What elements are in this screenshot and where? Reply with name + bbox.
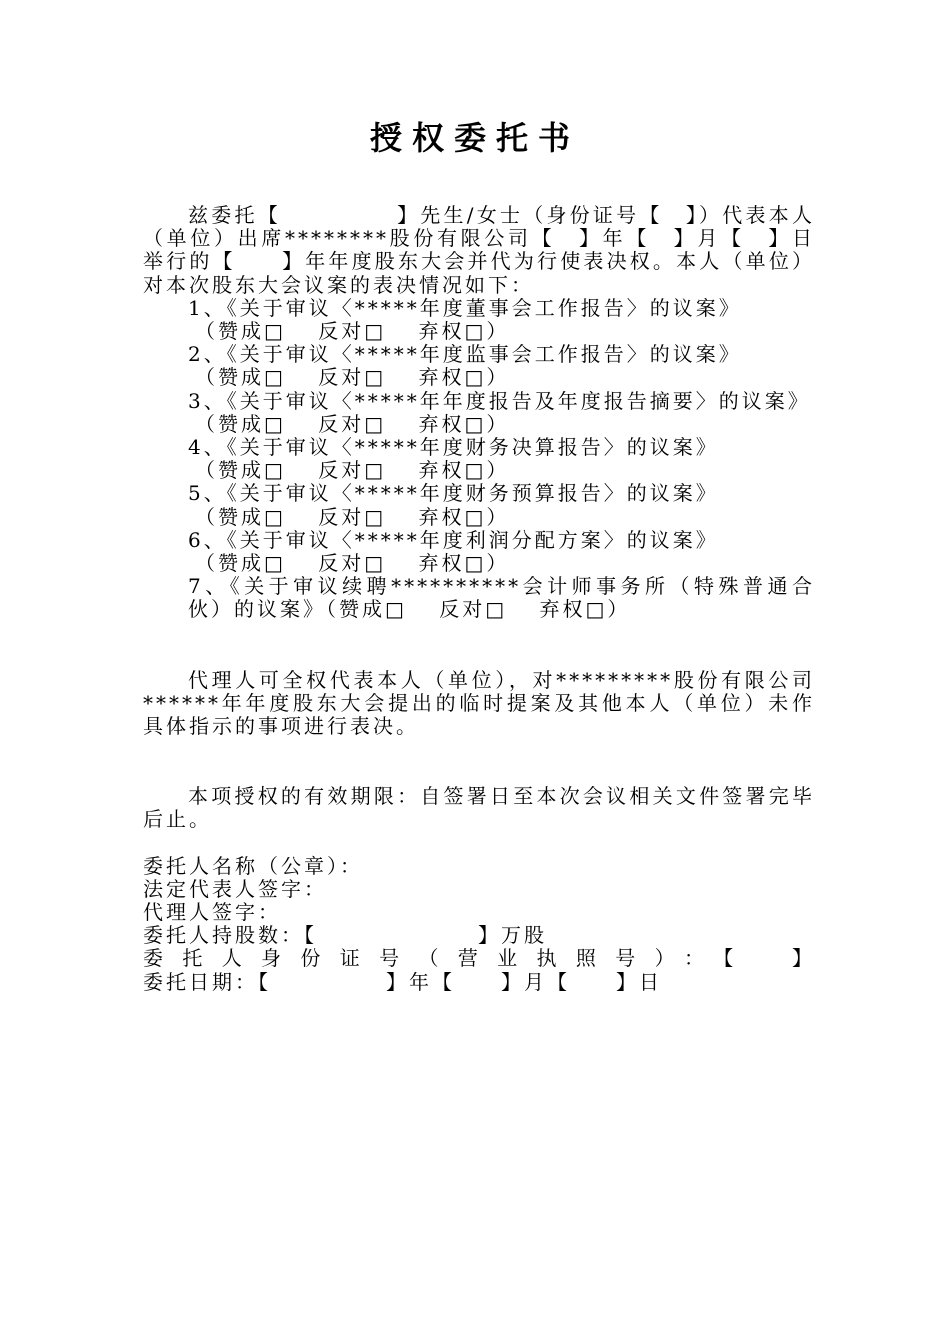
agent-sign-line: 代理人签字： — [143, 900, 281, 925]
id-line — [143, 947, 815, 970]
vote-options: （赞成□ 反对□ 弃权□） — [195, 365, 510, 390]
document-title: 授权委托书 — [369, 119, 580, 157]
agenda-item-1 — [143, 297, 815, 343]
vote-options: （赞成□ 反对□ 弃权□） — [195, 458, 510, 483]
proxy-scope-paragraph: 代理人可全权代表本人（单位），对*********股份有限公司******年年度股东大会提出的临时提案及其他本人（单位）未作具体指示的事项进行表决。 — [143, 667, 815, 739]
intro-paragraph: 兹委托【 】先生/女士（身份证号【 】）代表本人（单位）出席********股份有限公司【 】年【 】月【 】日举行的【 】年年度股东大会并代为行使表决权。本人（单位）对本次股东大会议案的表决情况如下： — [143, 203, 815, 297]
shares-label: 委托人持股数： — [143, 923, 304, 948]
shares-value: 【 】万股 — [304, 923, 547, 948]
shares-line — [143, 924, 815, 947]
date-line — [143, 971, 815, 994]
id-label: 委托人身份证号（营业执照号）： — [143, 946, 724, 971]
agenda-item-title: 7、《关于审议续聘**********会计师事务所（特殊普通合伙）的议案》（赞成□ 反对□ 弃权□） — [188, 574, 815, 622]
agenda-item-title: 5、《关于审议〈*****年度财务预算报告〉的议案》 — [188, 481, 719, 506]
date-value: 【 】年【 】月【 】日 — [258, 969, 662, 994]
agenda-item-title: 2、《关于审议〈*****年度监事会工作报告〉的议案》 — [188, 342, 742, 367]
agenda-item-3 — [143, 390, 815, 436]
agenda-item-6 — [143, 529, 815, 575]
validity-paragraph: 本项授权的有效期限：自签署日至本次会议相关文件签署完毕后止。 — [143, 784, 815, 832]
date-label: 委托日期： — [143, 969, 258, 994]
document-body — [143, 204, 815, 994]
principal-name-line: 委托人名称（公章）： — [143, 853, 363, 878]
agenda-item-7 — [143, 575, 815, 621]
vote-options: （赞成□ 反对□ 弃权□） — [195, 504, 510, 529]
vote-options: （赞成□ 反对□ 弃权□） — [195, 551, 510, 576]
agenda-item-title: 6、《关于审议〈*****年度利润分配方案〉的议案》 — [188, 527, 719, 552]
agenda-item-title: 4、《关于审议〈*****年度财务决算报告〉的议案》 — [188, 435, 719, 460]
vote-options: （赞成□ 反对□ 弃权□） — [195, 411, 510, 436]
agenda-item-title: 1、《关于审议〈*****年度董事会工作报告〉的议案》 — [188, 295, 742, 320]
agenda-item-5 — [143, 482, 815, 528]
agenda-item-4 — [143, 436, 815, 482]
vote-options: （赞成□ 反对□ 弃权□） — [195, 319, 510, 344]
agenda-item-2 — [143, 343, 815, 389]
agenda-item-title: 3、《关于审议〈*****年年度报告及年度报告摘要〉的议案》 — [188, 388, 811, 413]
signature-block — [143, 855, 815, 994]
legal-rep-line: 法定代表人签字： — [143, 876, 327, 901]
id-value: 【 】 — [723, 946, 816, 971]
